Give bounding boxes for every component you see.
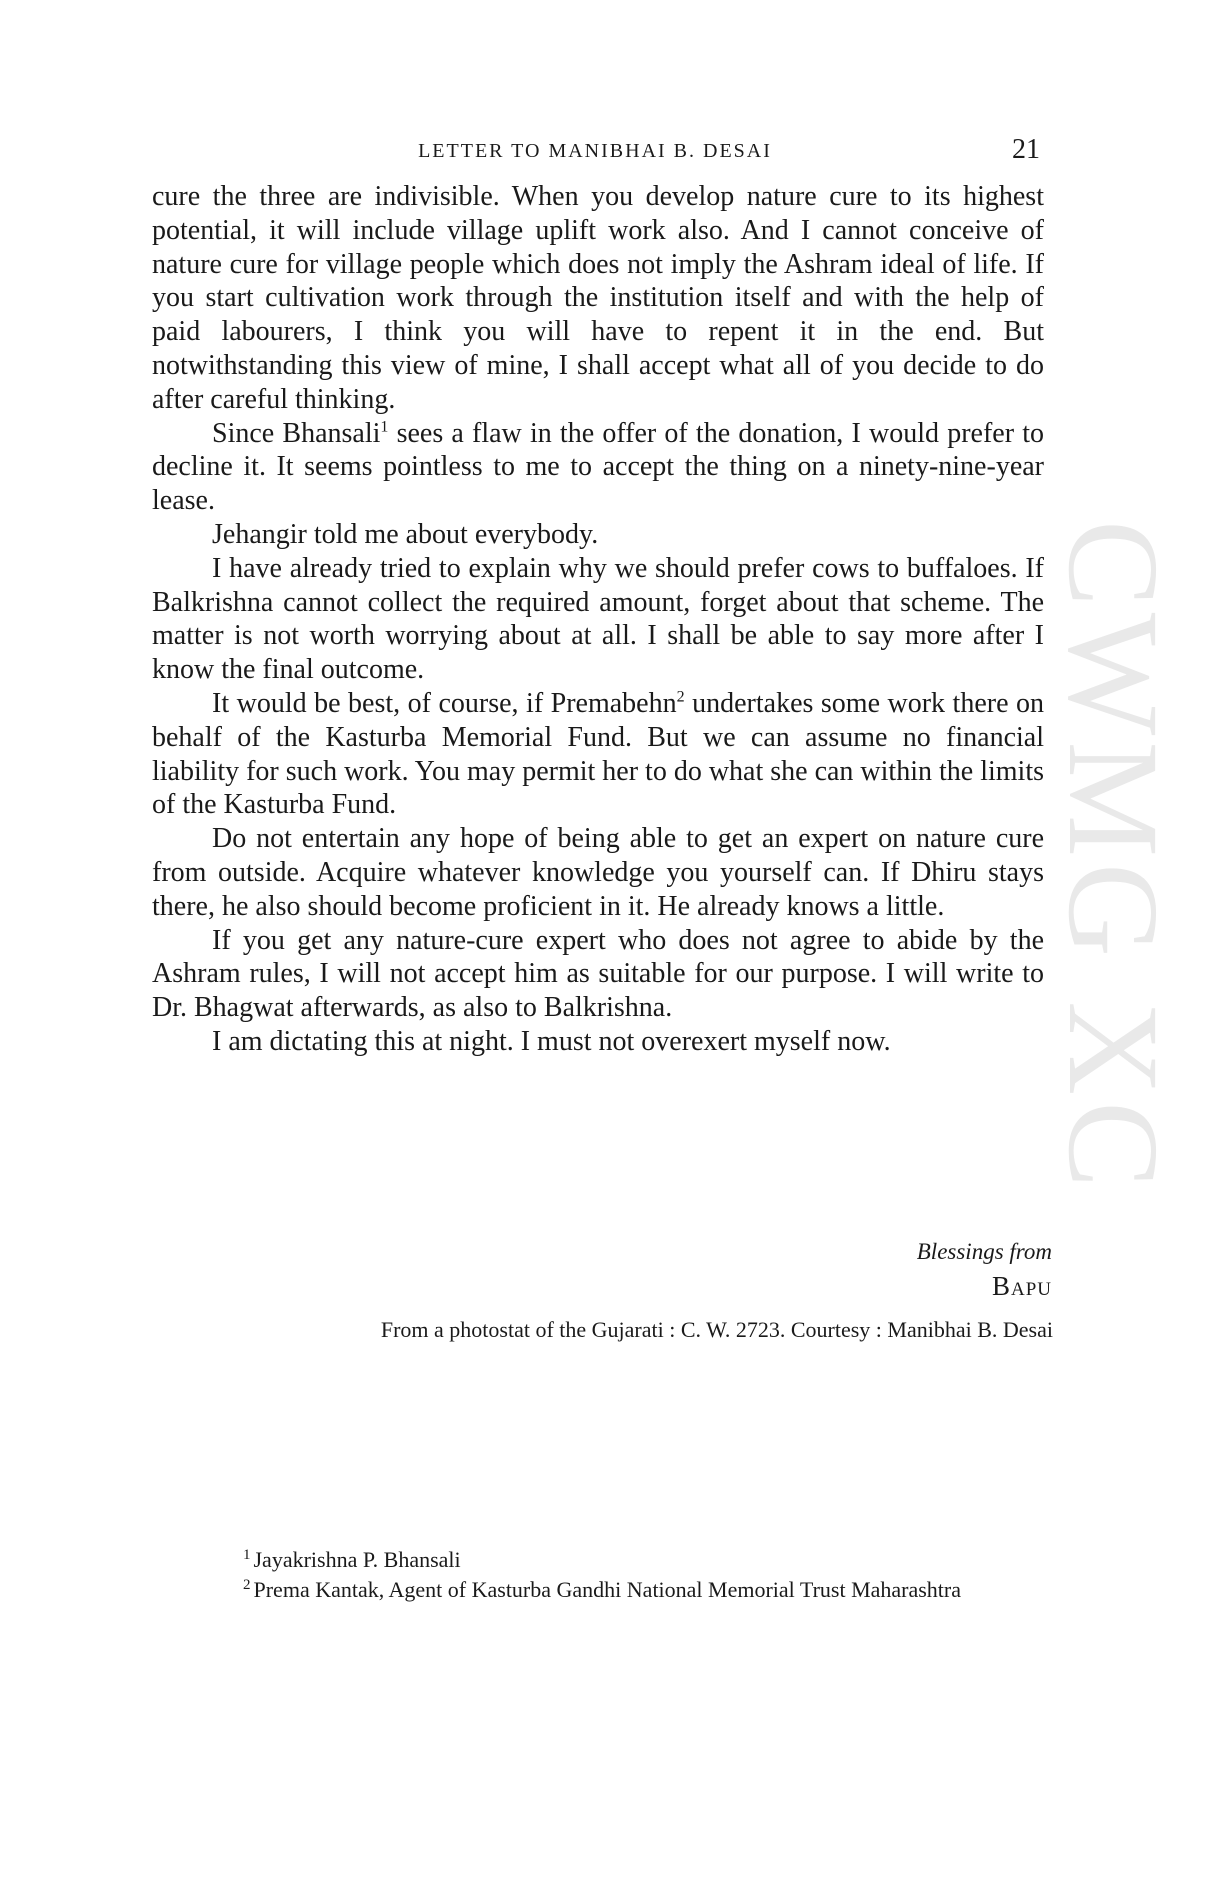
paragraph-4: I have already tried to explain why we should prefer cows to buffaloes. If Balkrishna cannot collect the required amount, forget about that scheme. The matter is not worth worrying about at all. I shall be able to say more after I know the final outcome. xyxy=(152,552,1044,686)
footnote-1 xyxy=(198,1545,1054,1575)
footnote-ref-1: 1 xyxy=(380,418,389,436)
running-head xyxy=(150,134,1040,170)
watermark-text: CWMG XC xyxy=(1041,520,1185,1194)
paragraph-7: If you get any nature-cure expert who does not agree to abide by the Ashram rules, I will not accept him as suitable for our purpose. I will write to Dr. Bhagwat afterwards, as also to Balkrishna. xyxy=(152,924,1044,1024)
running-title: LETTER TO MANIBHAI B. DESAI xyxy=(418,140,772,162)
paragraph-6: Do not entertain any hope of being able to get an expert on nature cure from outside. Acquire whatever knowledge you yourself can. If Dhiru stays there, he also should become proficient in it. He already knows a little. xyxy=(152,823,1044,922)
letter-body xyxy=(152,180,1044,1059)
paragraph-5-text-b: undertakes some work there on behalf of the Kasturba Memorial Fund. But we can assume no financial liability for such work. You may permit her to do what she can within the limits of the Kasturba Fund. xyxy=(152,687,1044,821)
footnote-2-number: 2 xyxy=(243,1576,251,1593)
page-number: 21 xyxy=(1012,134,1040,165)
footnote-2-text: Prema Kantak, Agent of Kasturba Gandhi National Memorial Trust Maharashtra xyxy=(253,1577,962,1602)
signature: Bapu xyxy=(991,1271,1052,1301)
footnote-1-text: Jayakrishna P. Bhansali xyxy=(253,1547,461,1572)
paragraph-2-text-a: Since Bhansali xyxy=(212,417,381,449)
source-note: From a photostat of the Gujarati : C. W. 2723. Courtesy : Manibhai B. Desai xyxy=(380,1317,1053,1342)
footnote-2 xyxy=(198,1575,1054,1605)
paragraph-8: I am dictating this at night. I must not overexert myself now. xyxy=(212,1025,891,1057)
paragraph-3: Jehangir told me about everybody. xyxy=(212,518,599,550)
paragraph-1: cure the three are indivisible. When you develop nature cure to its highest potential, it will include village uplift work also. And I cannot conceive of nature cure for village people which does not imply the Ashram ideal of life. If you start cultivation work through the institution itself and with the help of paid labourers, I think you will have to repent it in the end. But notwithstanding this view of mine, I shall accept what all of you decide to do after careful thinking. xyxy=(152,181,1044,415)
signoff xyxy=(917,1237,1052,1305)
paragraph-2 xyxy=(152,417,1044,518)
blessings-line: Blessings from xyxy=(916,1239,1052,1264)
footnote-1-number: 1 xyxy=(243,1546,251,1563)
footnote-ref-2: 2 xyxy=(676,688,685,706)
paragraph-2-text-b: sees a flaw in the offer of the donation, I would prefer to decline it. It seems pointless to me to accept the thing on a ninety-nine-year lease. xyxy=(152,417,1044,517)
paragraph-5-text-a: It would be best, of course, if Premabehn xyxy=(212,687,677,719)
paragraph-5 xyxy=(152,687,1044,822)
footnotes xyxy=(198,1545,1054,1605)
